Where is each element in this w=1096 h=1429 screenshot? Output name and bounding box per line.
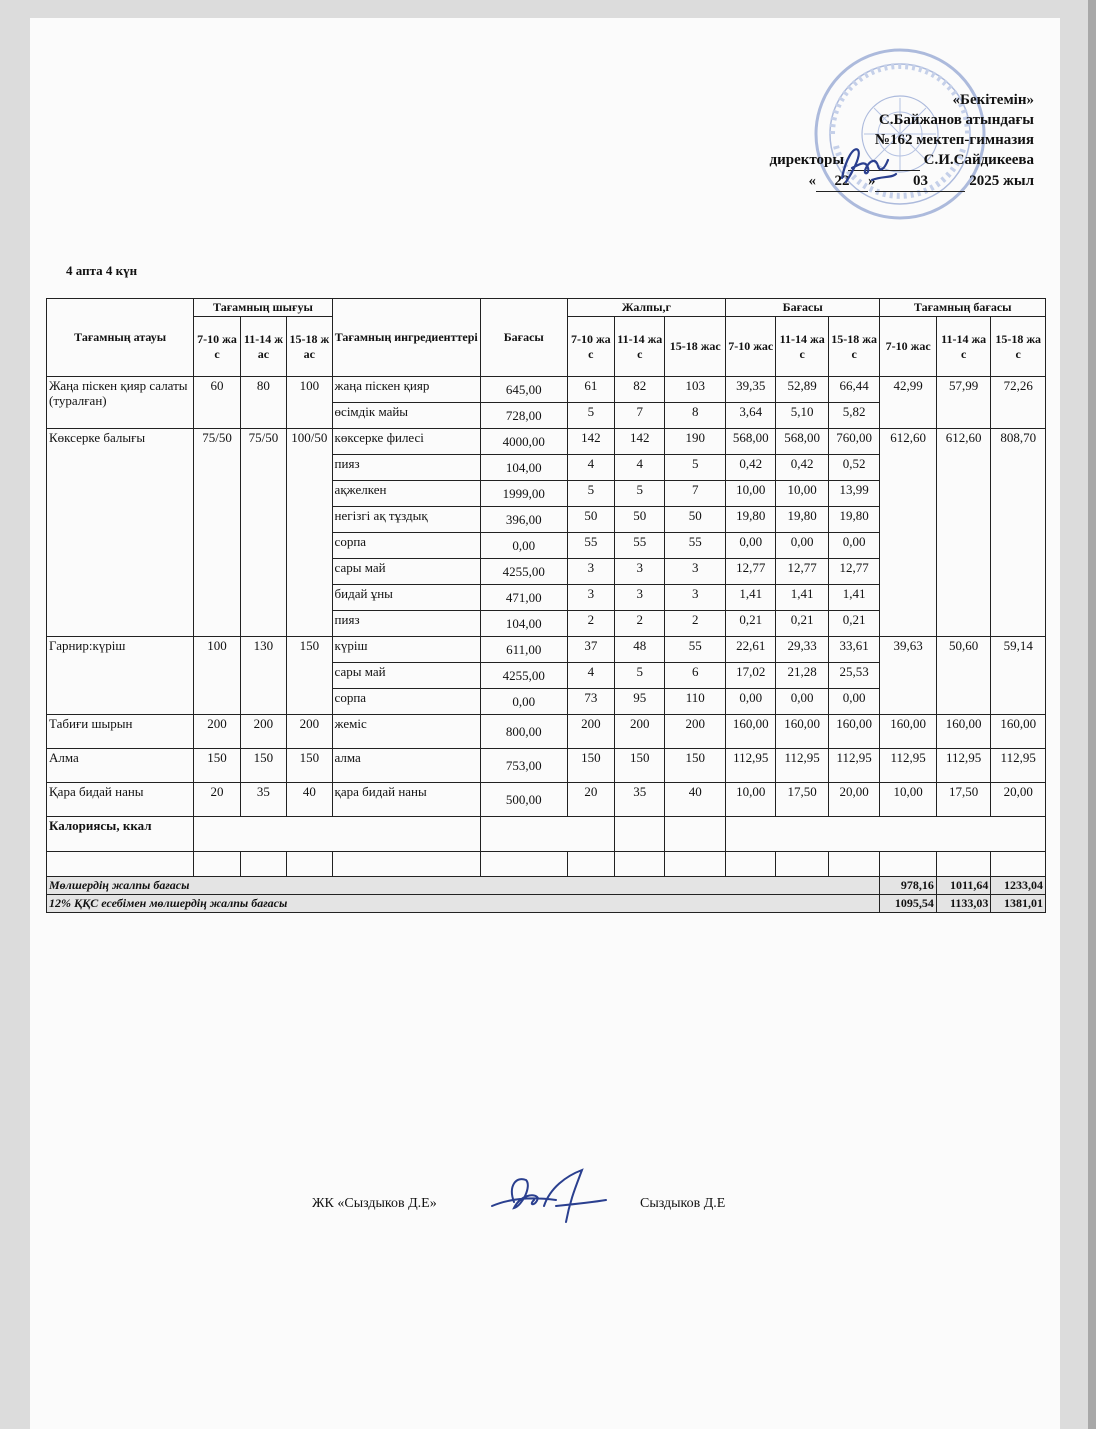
dish-output: 20 xyxy=(194,783,240,817)
dish-name: Көксерке балығы xyxy=(47,429,194,637)
dish-price: 57,99 xyxy=(936,377,990,429)
ingredient-cost: 12,77 xyxy=(726,559,776,585)
ingredient-gross: 6 xyxy=(665,663,726,689)
ingredient-cost: 17,50 xyxy=(776,783,828,817)
ingredient-price: 4255,00 xyxy=(480,559,567,585)
date-day: 22 xyxy=(816,171,868,192)
header-dish-name: Тағамның атауы xyxy=(47,299,194,377)
ingredient-gross: 5 xyxy=(567,481,614,507)
ingredient-name: пияз xyxy=(332,455,480,481)
ingredient-gross: 37 xyxy=(567,637,614,663)
header-ingredients: Тағамның ингредиенттері xyxy=(332,299,480,377)
ingredient-gross: 55 xyxy=(665,637,726,663)
header-age: 11-14 жас xyxy=(615,317,665,377)
ingredient-gross: 7 xyxy=(615,403,665,429)
ingredient-gross: 40 xyxy=(665,783,726,817)
ingredient-gross: 3 xyxy=(567,585,614,611)
date-month: 03 xyxy=(875,171,965,192)
ingredient-gross: 5 xyxy=(665,455,726,481)
ingredient-cost: 10,00 xyxy=(726,783,776,817)
total-vat-value: 1381,01 xyxy=(991,895,1046,913)
table-row xyxy=(47,783,1046,817)
dish-output: 200 xyxy=(240,715,286,749)
ingredient-price: 1999,00 xyxy=(480,481,567,507)
menu-table xyxy=(46,298,1046,913)
supplier-signature xyxy=(486,1166,610,1228)
ingredient-price: 104,00 xyxy=(480,611,567,637)
ingredient-cost: 13,99 xyxy=(828,481,879,507)
empty-cell xyxy=(726,817,1046,852)
dish-output: 200 xyxy=(194,715,240,749)
header-age: 11-14 жас xyxy=(936,317,990,377)
ingredient-gross: 61 xyxy=(567,377,614,403)
director-signature xyxy=(832,138,902,192)
dish-name: Гарнир:күріш xyxy=(47,637,194,715)
ingredient-cost: 112,95 xyxy=(776,749,828,783)
dish-name: Табиғи шырын xyxy=(47,715,194,749)
empty-cell xyxy=(726,852,776,877)
ingredient-cost: 19,80 xyxy=(776,507,828,533)
ingredient-gross: 55 xyxy=(665,533,726,559)
empty-cell xyxy=(287,852,332,877)
ingredient-gross: 142 xyxy=(615,429,665,455)
ingredient-cost: 160,00 xyxy=(828,715,879,749)
dish-name: Қара бидай наны xyxy=(47,783,194,817)
dish-output: 75/50 xyxy=(240,429,286,637)
ingredient-cost: 10,00 xyxy=(726,481,776,507)
empty-cell xyxy=(828,852,879,877)
dish-price: 39,63 xyxy=(880,637,937,715)
header-age: 11-14 жас xyxy=(240,317,286,377)
ingredient-name: бидай ұны xyxy=(332,585,480,611)
ingredient-gross: 55 xyxy=(615,533,665,559)
ingredient-gross: 3 xyxy=(665,559,726,585)
total-vat-value: 1133,03 xyxy=(936,895,990,913)
ingredient-name: алма xyxy=(332,749,480,783)
director-label: директоры xyxy=(769,152,845,168)
dish-output: 60 xyxy=(194,377,240,429)
ingredient-gross: 200 xyxy=(567,715,614,749)
ingredient-gross: 200 xyxy=(665,715,726,749)
ingredient-gross: 35 xyxy=(615,783,665,817)
ingredient-gross: 8 xyxy=(665,403,726,429)
header-age: 11-14 жас xyxy=(776,317,828,377)
empty-cell xyxy=(480,852,567,877)
week-day-label: 4 апта 4 күн xyxy=(66,263,138,278)
ingredient-gross: 50 xyxy=(567,507,614,533)
ingredient-cost: 0,42 xyxy=(726,455,776,481)
dish-price: 112,95 xyxy=(991,749,1046,783)
ingredient-cost: 0,00 xyxy=(726,533,776,559)
total-label: Мөлшердің жалпы бағасы xyxy=(47,877,880,895)
ingredient-cost: 0,00 xyxy=(828,533,879,559)
dish-output: 150 xyxy=(287,637,332,715)
ingredient-cost: 0,00 xyxy=(828,689,879,715)
ingredient-name: күріш xyxy=(332,637,480,663)
ingredient-gross: 48 xyxy=(615,637,665,663)
ingredient-cost: 760,00 xyxy=(828,429,879,455)
empty-cell xyxy=(567,852,614,877)
header-age: 7-10 жас xyxy=(880,317,937,377)
ingredient-name: сорпа xyxy=(332,533,480,559)
empty-cell xyxy=(47,852,194,877)
dish-output: 40 xyxy=(287,783,332,817)
ingredient-name: сары май xyxy=(332,559,480,585)
ingredient-cost: 1,41 xyxy=(828,585,879,611)
dish-output: 200 xyxy=(287,715,332,749)
dish-output: 150 xyxy=(287,749,332,783)
empty-cell xyxy=(615,852,665,877)
ingredient-gross: 150 xyxy=(615,749,665,783)
approval-date-line: « 22 » 03 2025 жыл xyxy=(770,171,1035,192)
dish-output: 100 xyxy=(287,377,332,429)
ingredient-cost: 19,80 xyxy=(828,507,879,533)
ingredient-cost: 0,21 xyxy=(776,611,828,637)
ingredient-price: 396,00 xyxy=(480,507,567,533)
dish-price: 20,00 xyxy=(991,783,1046,817)
header-age: 15-18 жас xyxy=(828,317,879,377)
ingredient-cost: 0,00 xyxy=(776,689,828,715)
ingredient-price: 728,00 xyxy=(480,403,567,429)
total-vat-label: 12% ҚҚС есебімен мөлшердің жалпы бағасы xyxy=(47,895,880,913)
footer-name: Сыздыков Д.Е xyxy=(640,1196,726,1211)
dish-output: 80 xyxy=(240,377,286,429)
ingredient-name: негізгі ақ тұздық xyxy=(332,507,480,533)
ingredient-name: қара бидай наны xyxy=(332,783,480,817)
ingredient-cost: 1,41 xyxy=(776,585,828,611)
empty-cell xyxy=(880,852,937,877)
dish-price: 112,95 xyxy=(880,749,937,783)
ingredient-gross: 3 xyxy=(615,559,665,585)
adjacent-page-edge xyxy=(1088,0,1096,1429)
ingredient-gross: 200 xyxy=(615,715,665,749)
ingredient-cost: 112,95 xyxy=(828,749,879,783)
dish-price: 72,26 xyxy=(991,377,1046,429)
ingredient-cost: 160,00 xyxy=(726,715,776,749)
header-age: 15-18 жас xyxy=(665,317,726,377)
ingredient-gross: 3 xyxy=(665,585,726,611)
ingredient-gross: 4 xyxy=(567,663,614,689)
ingredient-gross: 142 xyxy=(567,429,614,455)
table-row xyxy=(47,377,1046,403)
ingredient-cost: 20,00 xyxy=(828,783,879,817)
empty-cell xyxy=(615,817,665,852)
ingredient-gross: 3 xyxy=(615,585,665,611)
ingredient-gross: 95 xyxy=(615,689,665,715)
dish-name: Алма xyxy=(47,749,194,783)
header-age: 7-10 жас xyxy=(194,317,240,377)
ingredient-cost: 10,00 xyxy=(776,481,828,507)
total-vat-value: 1095,54 xyxy=(880,895,937,913)
ingredient-price: 800,00 xyxy=(480,715,567,749)
dish-price: 160,00 xyxy=(936,715,990,749)
ingredient-name: сары май xyxy=(332,663,480,689)
director-name: С.И.Сайдикеева xyxy=(923,152,1034,168)
table-row xyxy=(47,429,1046,455)
footer-company: ЖК «Сыздыков Д.Е» xyxy=(312,1196,437,1211)
ingredient-cost: 66,44 xyxy=(828,377,879,403)
ingredient-gross: 50 xyxy=(615,507,665,533)
header-age: 7-10 жас xyxy=(726,317,776,377)
table-row xyxy=(47,637,1046,663)
empty-cell xyxy=(936,852,990,877)
ingredient-price: 471,00 xyxy=(480,585,567,611)
ingredient-gross: 5 xyxy=(567,403,614,429)
ingredient-cost: 3,64 xyxy=(726,403,776,429)
dish-price: 160,00 xyxy=(880,715,937,749)
ingredient-cost: 12,77 xyxy=(828,559,879,585)
dish-price: 112,95 xyxy=(936,749,990,783)
ingredient-cost: 0,42 xyxy=(776,455,828,481)
ingredient-gross: 5 xyxy=(615,663,665,689)
dish-price: 50,60 xyxy=(936,637,990,715)
ingredient-cost: 33,61 xyxy=(828,637,879,663)
ingredient-gross: 5 xyxy=(615,481,665,507)
ingredient-cost: 0,00 xyxy=(726,689,776,715)
ingredient-gross: 150 xyxy=(567,749,614,783)
ingredient-cost: 568,00 xyxy=(726,429,776,455)
ingredient-gross: 4 xyxy=(567,455,614,481)
dish-price: 612,60 xyxy=(936,429,990,637)
ingredient-price: 104,00 xyxy=(480,455,567,481)
header-age: 7-10 жас xyxy=(567,317,614,377)
ingredient-cost: 19,80 xyxy=(726,507,776,533)
header-price: Бағасы xyxy=(480,299,567,377)
ingredient-gross: 110 xyxy=(665,689,726,715)
empty-cell xyxy=(194,852,240,877)
ingredient-gross: 2 xyxy=(567,611,614,637)
ingredient-price: 645,00 xyxy=(480,377,567,403)
dish-price: 10,00 xyxy=(880,783,937,817)
ingredient-gross: 50 xyxy=(665,507,726,533)
header-gross: Жалпы,г xyxy=(567,299,725,317)
ingredient-gross: 55 xyxy=(567,533,614,559)
ingredient-price: 753,00 xyxy=(480,749,567,783)
date-year: 2025 жыл xyxy=(969,173,1034,189)
header-output: Тағамның шығуы xyxy=(194,299,332,317)
approval-school-line2: №162 мектеп-гимназия xyxy=(874,132,1034,148)
ingredient-price: 4255,00 xyxy=(480,663,567,689)
total-vat-row xyxy=(47,895,1046,913)
table-row xyxy=(47,749,1046,783)
ingredient-gross: 150 xyxy=(665,749,726,783)
dish-price: 160,00 xyxy=(991,715,1046,749)
ingredient-cost: 17,02 xyxy=(726,663,776,689)
total-value: 1011,64 xyxy=(936,877,990,895)
ingredient-name: көксерке филесі xyxy=(332,429,480,455)
empty-row xyxy=(47,852,1046,877)
header-age: 15-18 жас xyxy=(287,317,332,377)
total-value: 978,16 xyxy=(880,877,937,895)
ingredient-cost: 0,21 xyxy=(828,611,879,637)
empty-cell xyxy=(332,852,480,877)
dish-price: 42,99 xyxy=(880,377,937,429)
ingredient-price: 0,00 xyxy=(480,689,567,715)
dish-name: Жаңа піскен қияр салаты (туралған) xyxy=(47,377,194,429)
ingredient-gross: 4 xyxy=(615,455,665,481)
ingredient-price: 0,00 xyxy=(480,533,567,559)
ingredient-price: 611,00 xyxy=(480,637,567,663)
ingredient-gross: 2 xyxy=(615,611,665,637)
ingredient-name: ақжелкен xyxy=(332,481,480,507)
calories-label: Калориясы, ккал xyxy=(47,817,194,852)
dish-output: 100 xyxy=(194,637,240,715)
header-age: 15-18 жас xyxy=(991,317,1046,377)
approval-school-line1: С.Байжанов атындағы xyxy=(878,112,1034,128)
ingredient-cost: 21,28 xyxy=(776,663,828,689)
ingredient-cost: 0,52 xyxy=(828,455,879,481)
dish-output: 150 xyxy=(194,749,240,783)
header-dish-price: Тағамның бағасы xyxy=(880,299,1046,317)
ingredient-gross: 82 xyxy=(615,377,665,403)
menu-table-body xyxy=(47,377,1046,817)
dish-output: 150 xyxy=(240,749,286,783)
ingredient-cost: 12,77 xyxy=(776,559,828,585)
ingredient-name: өсімдік майы xyxy=(332,403,480,429)
ingredient-cost: 160,00 xyxy=(776,715,828,749)
ingredient-cost: 5,10 xyxy=(776,403,828,429)
ingredient-gross: 2 xyxy=(665,611,726,637)
ingredient-price: 500,00 xyxy=(480,783,567,817)
ingredient-gross: 73 xyxy=(567,689,614,715)
ingredient-price: 4000,00 xyxy=(480,429,567,455)
ingredient-cost: 0,21 xyxy=(726,611,776,637)
ingredient-cost: 29,33 xyxy=(776,637,828,663)
ingredient-name: жаңа піскен қияр xyxy=(332,377,480,403)
dish-output: 75/50 xyxy=(194,429,240,637)
ingredient-name: жеміс xyxy=(332,715,480,749)
ingredient-cost: 39,35 xyxy=(726,377,776,403)
empty-cell xyxy=(776,852,828,877)
ingredient-cost: 568,00 xyxy=(776,429,828,455)
empty-cell xyxy=(665,852,726,877)
ingredient-name: сорпа xyxy=(332,689,480,715)
ingredient-cost: 112,95 xyxy=(726,749,776,783)
approval-title: «Бекітемін» xyxy=(952,92,1034,108)
empty-cell xyxy=(194,817,481,852)
ingredient-gross: 103 xyxy=(665,377,726,403)
calories-row xyxy=(47,817,1046,852)
dish-price: 59,14 xyxy=(991,637,1046,715)
total-value: 1233,04 xyxy=(991,877,1046,895)
ingredient-cost: 0,00 xyxy=(776,533,828,559)
ingredient-cost: 5,82 xyxy=(828,403,879,429)
empty-cell xyxy=(665,817,726,852)
dish-price: 17,50 xyxy=(936,783,990,817)
table-row xyxy=(47,715,1046,749)
ingredient-cost: 25,53 xyxy=(828,663,879,689)
dish-output: 35 xyxy=(240,783,286,817)
ingredient-gross: 20 xyxy=(567,783,614,817)
dish-output: 100/50 xyxy=(287,429,332,637)
ingredient-gross: 7 xyxy=(665,481,726,507)
dish-output: 130 xyxy=(240,637,286,715)
dish-price: 612,60 xyxy=(880,429,937,637)
header-cost: Бағасы xyxy=(726,299,880,317)
ingredient-gross: 190 xyxy=(665,429,726,455)
empty-cell xyxy=(240,852,286,877)
ingredient-name: пияз xyxy=(332,611,480,637)
empty-cell xyxy=(480,817,614,852)
empty-cell xyxy=(991,852,1046,877)
ingredient-cost: 22,61 xyxy=(726,637,776,663)
dish-price: 808,70 xyxy=(991,429,1046,637)
ingredient-gross: 3 xyxy=(567,559,614,585)
ingredient-cost: 1,41 xyxy=(726,585,776,611)
ingredient-cost: 52,89 xyxy=(776,377,828,403)
total-row xyxy=(47,877,1046,895)
